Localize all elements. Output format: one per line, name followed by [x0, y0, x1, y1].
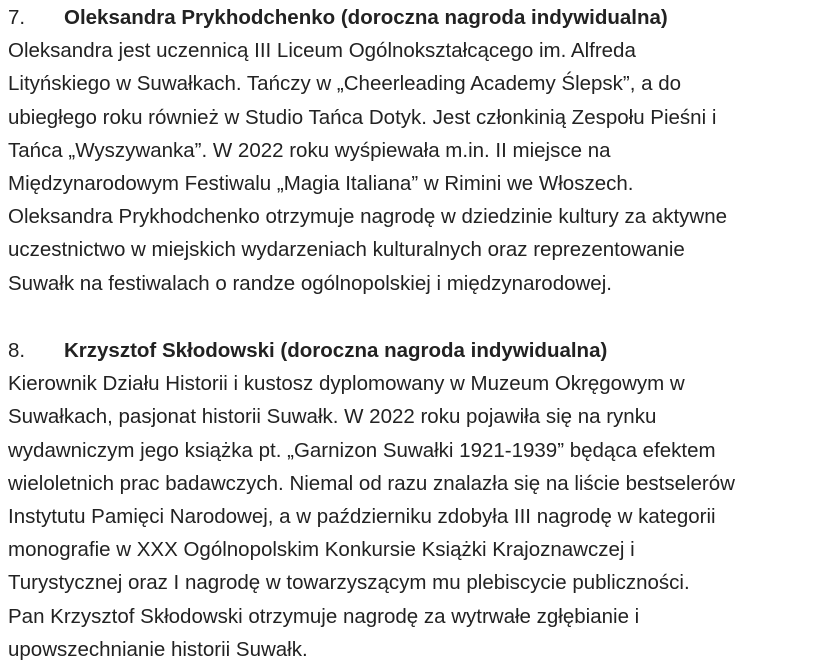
body-line: wieloletnich prac badawczych. Niemal od razu znalazła się na liście bestselerów [8, 471, 735, 495]
body-line: Oleksandra jest uczennicą III Liceum Ogólnokształcącego im. Alfreda [8, 39, 636, 63]
body-line: Suwałkach, pasjonat historii Suwałk. W 2022 roku pojawiła się na rynku [8, 405, 657, 429]
entry-number: 7. [8, 6, 26, 29]
body-line: Międzynarodowym Festiwalu „Magia Italiana” w Rimini we Włoszech. [8, 172, 634, 196]
body-line: Pan Krzysztof Skłodowski otrzymuje nagrodę za wytrwałe zgłębianie i [8, 604, 640, 628]
entry-heading [8, 334, 808, 367]
body-line: Oleksandra Prykhodchenko otrzymuje nagrodę w dziedzinie kultury za aktywne [8, 205, 728, 229]
body-line: monografie w XXX Ogólnopolskim Konkursie Książki Krajoznawczej i [8, 538, 635, 562]
body-line: Lityńskiego w Suwałkach. Tańczy w „Cheerleading Academy Ślepsk”, a do [8, 72, 682, 96]
body-line: Turystycznej oraz I nagrodę w towarzyszącym mu plebiscycie publiczności. [8, 571, 690, 595]
body-line: Kierownik Działu Historii i kustosz dyplomowany w Muzeum Okręgowym w [8, 372, 685, 396]
entry-body [8, 367, 808, 666]
entry-title: Krzysztof Skłodowski (doroczna nagroda indywidualna) [64, 339, 608, 362]
body-line: Tańca „Wyszywanka”. W 2022 roku wyśpiewała m.in. II miejsce na [8, 138, 611, 162]
award-entry-prykhodchenko [8, 1, 808, 300]
entry-number: 8. [8, 339, 26, 362]
body-line: wydawniczym jego książka pt. „Garnizon Suwałki 1921-1939” będąca efektem [8, 438, 716, 462]
body-line: Instytutu Pamięci Narodowej, a w październiku zdobyła III nagrodę w kategorii [8, 505, 716, 529]
entry-body [8, 34, 808, 300]
body-line: upowszechnianie historii Suwałk. [8, 637, 308, 661]
entry-title: Oleksandra Prykhodchenko (doroczna nagroda indywidualna) [64, 6, 668, 29]
entry-heading [8, 1, 808, 34]
body-line: uczestnictwo w miejskich wydarzeniach kulturalnych oraz reprezentowanie [8, 238, 685, 262]
body-line: Suwałk na festiwalach o randze ogólnopolskiej i międzynarodowej. [8, 271, 612, 295]
body-line: ubiegłego roku również w Studio Tańca Dotyk. Jest członkinią Zespołu Pieśni i [8, 105, 717, 129]
award-entry-sklodowski [8, 334, 808, 666]
